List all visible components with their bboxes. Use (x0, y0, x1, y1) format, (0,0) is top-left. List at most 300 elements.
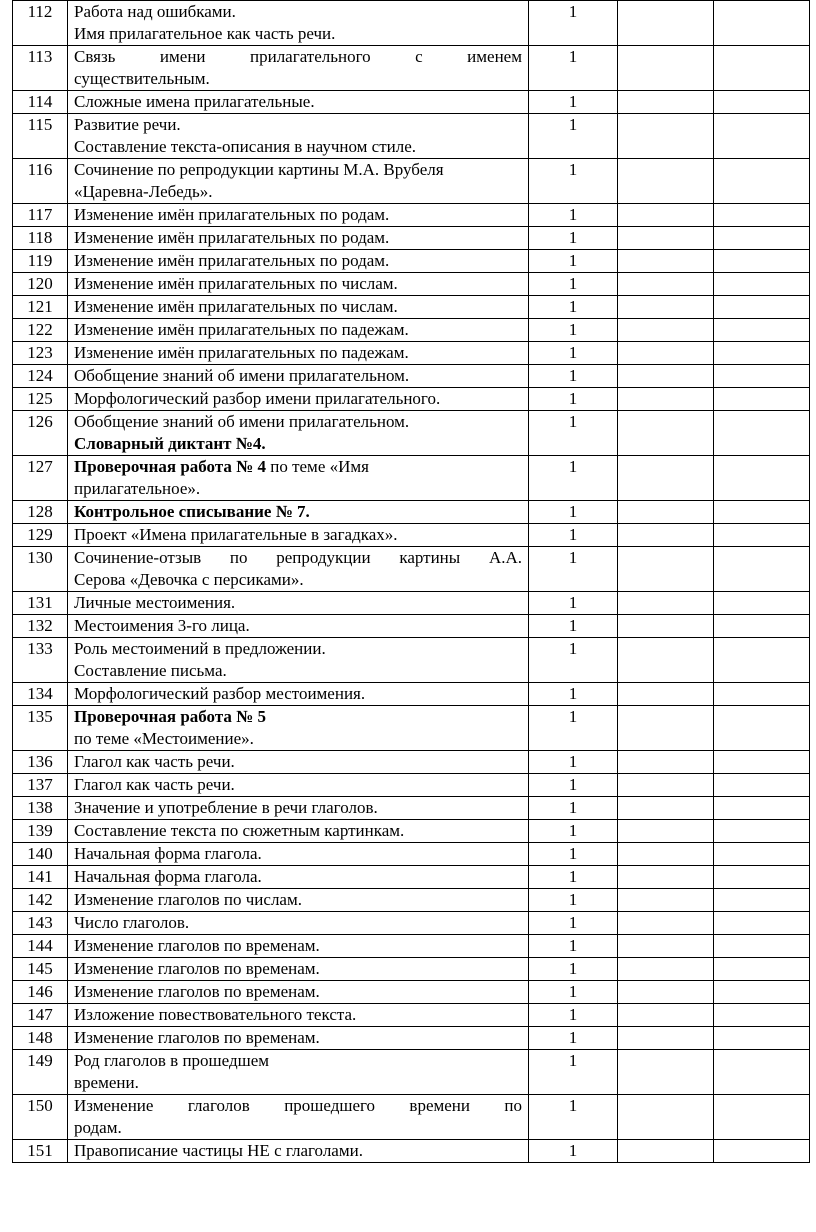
table-row (13, 388, 810, 411)
lesson-hours: 1 (529, 912, 618, 935)
lesson-topic (68, 524, 529, 547)
topic-bold-text: Контрольное списывание № 7. (74, 502, 310, 521)
topic-bold-text: Словарный диктант №4. (74, 434, 266, 453)
date-plan-cell (618, 912, 714, 935)
lesson-topic (68, 319, 529, 342)
topic-line (74, 456, 522, 478)
topic-text: Изменение имён прилагательных по родам. (74, 228, 390, 247)
topic-text: прилагательное». (74, 479, 201, 498)
lesson-hours: 1 (529, 820, 618, 843)
topic-text: по теме «Местоимение». (74, 729, 254, 748)
date-fact-cell (714, 365, 810, 388)
topic-line (74, 136, 522, 158)
date-fact-cell (714, 524, 810, 547)
lesson-number: 140 (13, 843, 68, 866)
lesson-hours: 1 (529, 774, 618, 797)
topic-text: Глагол как часть речи. (74, 752, 235, 771)
lesson-number: 116 (13, 159, 68, 204)
topic-text: Изложение повествовательного текста. (74, 1005, 357, 1024)
topic-line (74, 296, 522, 318)
lesson-number: 135 (13, 706, 68, 751)
topic-line (74, 433, 522, 455)
date-fact-cell (714, 1140, 810, 1163)
topic-line (74, 935, 522, 957)
date-plan-cell (618, 1, 714, 46)
topic-line (74, 365, 522, 387)
table-row (13, 501, 810, 524)
lesson-topic (68, 843, 529, 866)
lesson-topic (68, 456, 529, 501)
lesson-hours: 1 (529, 250, 618, 273)
topic-line (74, 501, 522, 523)
date-fact-cell (714, 912, 810, 935)
lesson-topic (68, 1004, 529, 1027)
topic-text: Имя прилагательное как часть речи. (74, 24, 336, 43)
topic-line (74, 1140, 522, 1162)
table-row (13, 615, 810, 638)
topic-line (74, 114, 522, 136)
date-fact-cell (714, 683, 810, 706)
date-plan-cell (618, 114, 714, 159)
topic-text: Глагол как часть речи. (74, 775, 235, 794)
lesson-number: 126 (13, 411, 68, 456)
topic-text: Сочинение по репродукции картины М.А. Врубеля (74, 160, 444, 179)
date-plan-cell (618, 204, 714, 227)
topic-text: Род глаголов в прошедшем (74, 1051, 269, 1070)
topic-line (74, 889, 522, 911)
topic-text: Изменение глаголов прошедшего времени по (74, 1096, 522, 1115)
date-plan-cell (618, 706, 714, 751)
date-plan-cell (618, 1095, 714, 1140)
topic-text: Обобщение знаний об имени прилагательном. (74, 366, 410, 385)
date-fact-cell (714, 1027, 810, 1050)
topic-text: Работа над ошибками. (74, 2, 236, 21)
topic-text: времени. (74, 1073, 139, 1092)
topic-bold-text: Проверочная работа № 4 (74, 457, 266, 476)
lesson-number: 145 (13, 958, 68, 981)
lesson-topic (68, 981, 529, 1004)
topic-line (74, 820, 522, 842)
topic-text: Изменение имён прилагательных по числам. (74, 297, 398, 316)
topic-text: Значение и употребление в речи глаголов. (74, 798, 378, 817)
lesson-topic (68, 935, 529, 958)
lesson-topic (68, 638, 529, 683)
lesson-plan-table (12, 0, 810, 1163)
lesson-hours: 1 (529, 592, 618, 615)
lesson-number: 144 (13, 935, 68, 958)
table-row (13, 91, 810, 114)
date-fact-cell (714, 843, 810, 866)
lesson-topic (68, 820, 529, 843)
lesson-number: 131 (13, 592, 68, 615)
table-row (13, 683, 810, 706)
lesson-number: 137 (13, 774, 68, 797)
lesson-hours: 1 (529, 615, 618, 638)
topic-line (74, 159, 522, 181)
lesson-hours: 1 (529, 46, 618, 91)
table-row (13, 1095, 810, 1140)
date-plan-cell (618, 319, 714, 342)
lesson-topic (68, 388, 529, 411)
lesson-topic (68, 46, 529, 91)
lesson-hours: 1 (529, 843, 618, 866)
topic-text: Серова «Девочка с персиками». (74, 570, 304, 589)
lesson-topic (68, 958, 529, 981)
topic-text: Сочинение-отзыв по репродукции картины А.А. (74, 548, 522, 567)
topic-text: Изменение глаголов по числам. (74, 890, 302, 909)
table-row (13, 456, 810, 501)
topic-line (74, 569, 522, 591)
date-plan-cell (618, 615, 714, 638)
date-plan-cell (618, 456, 714, 501)
topic-line (74, 23, 522, 45)
lesson-number: 143 (13, 912, 68, 935)
topic-line (74, 250, 522, 272)
lesson-hours: 1 (529, 273, 618, 296)
lesson-number: 151 (13, 1140, 68, 1163)
topic-line (74, 478, 522, 500)
lesson-hours: 1 (529, 1050, 618, 1095)
date-fact-cell (714, 1050, 810, 1095)
lesson-hours: 1 (529, 706, 618, 751)
lesson-hours: 1 (529, 958, 618, 981)
date-fact-cell (714, 1004, 810, 1027)
lesson-hours: 1 (529, 227, 618, 250)
table-row (13, 250, 810, 273)
date-plan-cell (618, 981, 714, 1004)
date-plan-cell (618, 1140, 714, 1163)
date-fact-cell (714, 456, 810, 501)
topic-line (74, 273, 522, 295)
date-fact-cell (714, 1095, 810, 1140)
table-row (13, 46, 810, 91)
lesson-number: 150 (13, 1095, 68, 1140)
date-plan-cell (618, 250, 714, 273)
lesson-hours: 1 (529, 866, 618, 889)
lesson-topic (68, 159, 529, 204)
lesson-number: 117 (13, 204, 68, 227)
topic-line (74, 1027, 522, 1049)
lesson-topic (68, 889, 529, 912)
topic-text: Составление текста-описания в научном стиле. (74, 137, 417, 156)
lesson-number: 121 (13, 296, 68, 319)
lesson-number: 149 (13, 1050, 68, 1095)
topic-line (74, 46, 522, 68)
date-plan-cell (618, 273, 714, 296)
lesson-number: 123 (13, 342, 68, 365)
lesson-topic (68, 365, 529, 388)
topic-line (74, 981, 522, 1003)
topic-line (74, 615, 522, 637)
date-plan-cell (618, 159, 714, 204)
lesson-number: 134 (13, 683, 68, 706)
topic-line (74, 866, 522, 888)
lesson-hours: 1 (529, 456, 618, 501)
date-plan-cell (618, 411, 714, 456)
lesson-number: 115 (13, 114, 68, 159)
lesson-hours: 1 (529, 365, 618, 388)
date-fact-cell (714, 159, 810, 204)
topic-line (74, 388, 522, 410)
table-row (13, 273, 810, 296)
topic-text: Связь имени прилагательного с именем (74, 47, 522, 66)
table-row (13, 524, 810, 547)
lesson-topic (68, 1, 529, 46)
lesson-topic (68, 273, 529, 296)
lesson-hours: 1 (529, 751, 618, 774)
table-row (13, 638, 810, 683)
lesson-number: 119 (13, 250, 68, 273)
lesson-topic (68, 1027, 529, 1050)
date-plan-cell (618, 774, 714, 797)
table-row (13, 706, 810, 751)
table-row (13, 592, 810, 615)
lesson-topic (68, 774, 529, 797)
topic-text: Составление письма. (74, 661, 227, 680)
table-row (13, 981, 810, 1004)
topic-text: Начальная форма глагола. (74, 844, 262, 863)
topic-line (74, 660, 522, 682)
lesson-hours: 1 (529, 159, 618, 204)
date-fact-cell (714, 411, 810, 456)
lesson-topic (68, 1140, 529, 1163)
table-row (13, 1027, 810, 1050)
topic-line (74, 91, 522, 113)
lesson-topic (68, 1050, 529, 1095)
table-row (13, 204, 810, 227)
lesson-hours: 1 (529, 1095, 618, 1140)
topic-text: Составление текста по сюжетным картинкам. (74, 821, 405, 840)
lesson-number: 114 (13, 91, 68, 114)
lesson-topic (68, 250, 529, 273)
table-row (13, 866, 810, 889)
topic-text: Изменение имён прилагательных по родам. (74, 251, 390, 270)
lesson-hours: 1 (529, 547, 618, 592)
date-fact-cell (714, 958, 810, 981)
topic-line (74, 68, 522, 90)
table-row (13, 912, 810, 935)
lesson-number: 118 (13, 227, 68, 250)
lesson-number: 124 (13, 365, 68, 388)
date-plan-cell (618, 91, 714, 114)
topic-text: Изменение имён прилагательных по падежам. (74, 320, 409, 339)
topic-line (74, 181, 522, 203)
table-row (13, 1, 810, 46)
date-plan-cell (618, 797, 714, 820)
lesson-number: 148 (13, 1027, 68, 1050)
date-fact-cell (714, 981, 810, 1004)
topic-line (74, 751, 522, 773)
topic-text: Местоимения 3-го лица. (74, 616, 250, 635)
lesson-number: 122 (13, 319, 68, 342)
lesson-topic (68, 501, 529, 524)
date-plan-cell (618, 638, 714, 683)
date-fact-cell (714, 273, 810, 296)
topic-line (74, 1004, 522, 1026)
date-fact-cell (714, 227, 810, 250)
topic-text: Правописание частицы НЕ с глаголами. (74, 1141, 363, 1160)
topic-line (74, 1050, 522, 1072)
topic-text: Изменение имён прилагательных по родам. (74, 205, 390, 224)
lesson-hours: 1 (529, 935, 618, 958)
topic-line (74, 227, 522, 249)
date-fact-cell (714, 501, 810, 524)
topic-text: Изменение глаголов по временам. (74, 1028, 320, 1047)
date-fact-cell (714, 592, 810, 615)
topic-text: Развитие речи. (74, 115, 181, 134)
date-fact-cell (714, 91, 810, 114)
table-row (13, 159, 810, 204)
lesson-hours: 1 (529, 501, 618, 524)
topic-line (74, 1072, 522, 1094)
topic-text: Изменение глаголов по временам. (74, 982, 320, 1001)
topic-text: Проект «Имена прилагательные в загадках». (74, 525, 398, 544)
topic-line (74, 683, 522, 705)
lesson-number: 136 (13, 751, 68, 774)
date-fact-cell (714, 319, 810, 342)
lesson-hours: 1 (529, 91, 618, 114)
date-plan-cell (618, 958, 714, 981)
lesson-topic (68, 912, 529, 935)
topic-text: Начальная форма глагола. (74, 867, 262, 886)
table-row (13, 820, 810, 843)
lesson-topic (68, 592, 529, 615)
lesson-topic (68, 296, 529, 319)
date-fact-cell (714, 638, 810, 683)
table-row (13, 1050, 810, 1095)
lesson-number: 138 (13, 797, 68, 820)
date-fact-cell (714, 296, 810, 319)
topic-text: по теме «Имя (265, 457, 369, 476)
lesson-number: 142 (13, 889, 68, 912)
lesson-number: 112 (13, 1, 68, 46)
lesson-hours: 1 (529, 889, 618, 912)
topic-line (74, 411, 522, 433)
topic-line (74, 774, 522, 796)
lesson-topic (68, 411, 529, 456)
lesson-hours: 1 (529, 1004, 618, 1027)
date-plan-cell (618, 820, 714, 843)
table-row (13, 958, 810, 981)
table-row (13, 797, 810, 820)
topic-line (74, 342, 522, 364)
topic-line (74, 1117, 522, 1139)
date-plan-cell (618, 935, 714, 958)
topic-line (74, 797, 522, 819)
table-row (13, 342, 810, 365)
topic-text: Изменение имён прилагательных по числам. (74, 274, 398, 293)
date-fact-cell (714, 250, 810, 273)
topic-text: «Царевна-Лебедь». (74, 182, 213, 201)
date-plan-cell (618, 843, 714, 866)
date-fact-cell (714, 388, 810, 411)
date-fact-cell (714, 866, 810, 889)
date-plan-cell (618, 889, 714, 912)
table-row (13, 227, 810, 250)
topic-line (74, 638, 522, 660)
table-row (13, 774, 810, 797)
topic-line (74, 958, 522, 980)
date-plan-cell (618, 1027, 714, 1050)
topic-text: Изменение глаголов по временам. (74, 959, 320, 978)
table-row (13, 751, 810, 774)
date-fact-cell (714, 615, 810, 638)
date-plan-cell (618, 227, 714, 250)
lesson-hours: 1 (529, 1027, 618, 1050)
lesson-number: 127 (13, 456, 68, 501)
date-fact-cell (714, 114, 810, 159)
lesson-topic (68, 615, 529, 638)
topic-text: Обобщение знаний об имени прилагательном. (74, 412, 410, 431)
topic-line (74, 1, 522, 23)
table-row (13, 1004, 810, 1027)
lesson-hours: 1 (529, 524, 618, 547)
date-plan-cell (618, 592, 714, 615)
date-plan-cell (618, 547, 714, 592)
topic-text: Изменение глаголов по временам. (74, 936, 320, 955)
topic-line (74, 728, 522, 750)
topic-text: Сложные имена прилагательные. (74, 92, 315, 111)
lesson-topic (68, 1095, 529, 1140)
topic-text: Число глаголов. (74, 913, 190, 932)
lesson-hours: 1 (529, 981, 618, 1004)
lesson-number: 130 (13, 547, 68, 592)
topic-text: Морфологический разбор имени прилагательного. (74, 389, 441, 408)
lesson-topic (68, 114, 529, 159)
lesson-number: 125 (13, 388, 68, 411)
lesson-number: 139 (13, 820, 68, 843)
lesson-topic (68, 204, 529, 227)
lesson-hours: 1 (529, 411, 618, 456)
lesson-hours: 1 (529, 1140, 618, 1163)
lesson-hours: 1 (529, 319, 618, 342)
lesson-topic (68, 866, 529, 889)
date-fact-cell (714, 889, 810, 912)
lesson-hours: 1 (529, 1, 618, 46)
date-plan-cell (618, 1050, 714, 1095)
lesson-topic (68, 706, 529, 751)
date-fact-cell (714, 547, 810, 592)
topic-text: родам. (74, 1118, 122, 1137)
lesson-hours: 1 (529, 797, 618, 820)
lesson-hours: 1 (529, 114, 618, 159)
lesson-number: 132 (13, 615, 68, 638)
table-row (13, 935, 810, 958)
lesson-rows (13, 1, 810, 1163)
date-fact-cell (714, 204, 810, 227)
date-plan-cell (618, 1004, 714, 1027)
lesson-topic (68, 227, 529, 250)
topic-line (74, 912, 522, 934)
date-plan-cell (618, 866, 714, 889)
date-fact-cell (714, 797, 810, 820)
topic-text: Личные местоимения. (74, 593, 236, 612)
lesson-topic (68, 91, 529, 114)
table-row (13, 319, 810, 342)
lesson-topic (68, 342, 529, 365)
topic-line (74, 1095, 522, 1117)
table-row (13, 547, 810, 592)
lesson-number: 133 (13, 638, 68, 683)
date-fact-cell (714, 342, 810, 365)
date-plan-cell (618, 296, 714, 319)
date-fact-cell (714, 820, 810, 843)
date-plan-cell (618, 524, 714, 547)
table-row (13, 296, 810, 319)
topic-line (74, 706, 522, 728)
date-fact-cell (714, 1, 810, 46)
lesson-hours: 1 (529, 342, 618, 365)
